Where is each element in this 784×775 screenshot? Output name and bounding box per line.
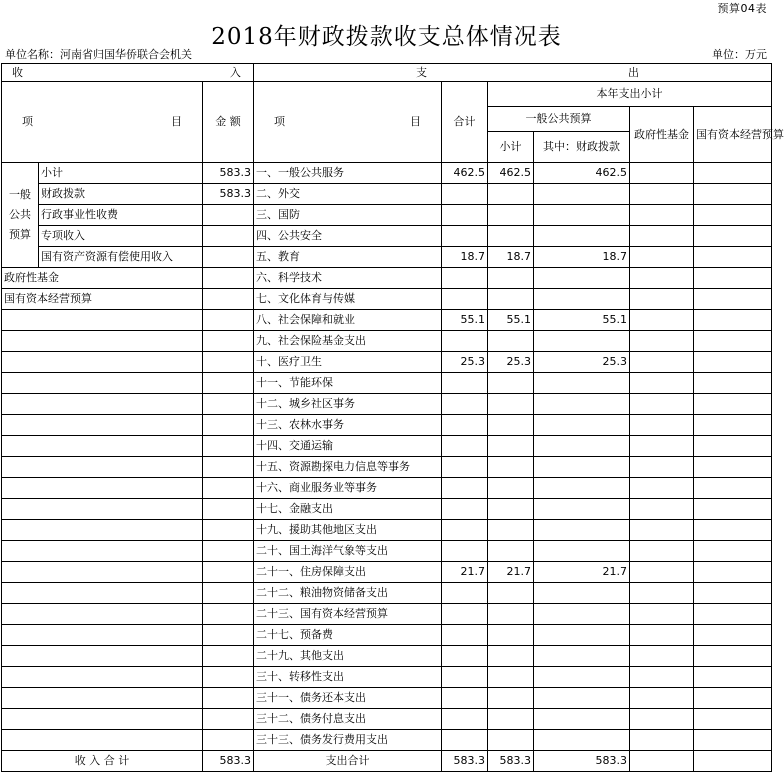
- table-row: [2, 352, 772, 373]
- exp-total: [442, 289, 488, 310]
- exp-fin-alloc: 25.3: [534, 352, 630, 373]
- empty-cell: [2, 688, 203, 709]
- empty-cell: [203, 688, 254, 709]
- exp-subtotal: [488, 520, 534, 541]
- exp-item: 二十一、住房保障支出: [254, 562, 442, 583]
- exp-fin-alloc: [534, 457, 630, 478]
- exp-item: 七、文化体育与传媒: [254, 289, 442, 310]
- exp-gov-fund: [630, 520, 694, 541]
- exp-subtotal: [488, 331, 534, 352]
- total-header: 合计: [442, 82, 488, 163]
- empty-cell: [203, 562, 254, 583]
- exp-gov-fund: [630, 226, 694, 247]
- exp-total-label: 支出合计: [254, 751, 442, 772]
- exp-total: 21.7: [442, 562, 488, 583]
- exp-state-capital: [694, 394, 772, 415]
- empty-cell: [203, 583, 254, 604]
- empty-cell: [203, 709, 254, 730]
- exp-item: 三十、转移性支出: [254, 667, 442, 688]
- exp-subtotal: [488, 625, 534, 646]
- empty-cell: [203, 415, 254, 436]
- exp-state-capital: [694, 163, 772, 184]
- income-item: 财政拨款: [39, 184, 203, 205]
- exp-fin-alloc: [534, 730, 630, 751]
- exp-fin-alloc: [534, 541, 630, 562]
- exp-fin-alloc: [534, 625, 630, 646]
- exp-subtotal: [488, 373, 534, 394]
- exp-gov-fund: [630, 268, 694, 289]
- table-row: [2, 478, 772, 499]
- exp-fin-alloc: [534, 205, 630, 226]
- exp-subtotal: [488, 709, 534, 730]
- exp-gov-fund: [630, 457, 694, 478]
- exp-total: [442, 436, 488, 457]
- income-item: 国有资本经营预算: [2, 289, 203, 310]
- exp-fin-alloc: 55.1: [534, 310, 630, 331]
- income-header: 收 入: [2, 64, 254, 82]
- exp-total: 25.3: [442, 352, 488, 373]
- exp-subtotal: 18.7: [488, 247, 534, 268]
- exp-subtotal: [488, 583, 534, 604]
- exp-total: [442, 184, 488, 205]
- exp-state-capital: [694, 520, 772, 541]
- header-row-2: [2, 82, 772, 107]
- exp-state-capital: [694, 646, 772, 667]
- empty-cell: [203, 478, 254, 499]
- exp-gov-fund: [630, 478, 694, 499]
- exp-item: 十二、城乡社区事务: [254, 394, 442, 415]
- empty-cell: [2, 562, 203, 583]
- table-row: [2, 730, 772, 751]
- gov-fund-header: 政府性基金: [630, 107, 694, 163]
- income-group-label: 一般公共预算: [2, 163, 39, 268]
- exp-subtotal: [488, 457, 534, 478]
- income-amount: [203, 205, 254, 226]
- exp-total: [442, 205, 488, 226]
- empty-cell: [203, 457, 254, 478]
- exp-state-capital: [694, 268, 772, 289]
- exp-total: [442, 415, 488, 436]
- exp-fin-alloc: [534, 520, 630, 541]
- exp-total: [442, 226, 488, 247]
- exp-item: 三十三、债务发行费用支出: [254, 730, 442, 751]
- exp-grand-total: 583.3: [442, 751, 488, 772]
- exp-subtotal: 21.7: [488, 562, 534, 583]
- empty-cell: [2, 436, 203, 457]
- exp-state-capital: [694, 436, 772, 457]
- general-budget-header: 一般公共预算: [488, 107, 630, 132]
- exp-state-capital: [694, 352, 772, 373]
- income-item: 专项收入: [39, 226, 203, 247]
- exp-item: 十三、农林水事务: [254, 415, 442, 436]
- exp-gov-fund: [630, 373, 694, 394]
- exp-item: 十一、节能环保: [254, 373, 442, 394]
- table-row: [2, 415, 772, 436]
- empty-cell: [203, 436, 254, 457]
- empty-cell: [2, 457, 203, 478]
- exp-state-capital: [694, 373, 772, 394]
- exp-grand-fin: 583.3: [534, 751, 630, 772]
- income-item: 政府性基金: [2, 268, 203, 289]
- exp-item: 三十一、债务还本支出: [254, 688, 442, 709]
- exp-gov-fund: [630, 205, 694, 226]
- exp-state-capital: [694, 415, 772, 436]
- exp-state-capital: [694, 688, 772, 709]
- exp-gov-fund: [630, 436, 694, 457]
- amount-header: 金 额: [203, 82, 254, 163]
- income-amount: [203, 226, 254, 247]
- empty-cell: [203, 625, 254, 646]
- table-row: [2, 499, 772, 520]
- exp-total: [442, 457, 488, 478]
- exp-state-capital: [694, 541, 772, 562]
- exp-subtotal: [488, 268, 534, 289]
- exp-state-capital: [694, 289, 772, 310]
- exp-state-capital: [694, 625, 772, 646]
- exp-item: 九、社会保险基金支出: [254, 331, 442, 352]
- exp-fin-alloc: [534, 331, 630, 352]
- exp-gov-fund: [630, 499, 694, 520]
- exp-total: [442, 478, 488, 499]
- income-amount: 583.3: [203, 163, 254, 184]
- empty-cell: [694, 751, 772, 772]
- exp-item: 二十二、粮油物资储备支出: [254, 583, 442, 604]
- exp-state-capital: [694, 247, 772, 268]
- empty-cell: [203, 541, 254, 562]
- subtotal-header: 小计: [488, 132, 534, 163]
- exp-fin-alloc: [534, 226, 630, 247]
- of-which-header: 其中：财政拨款: [534, 132, 630, 163]
- meta-row: [5, 46, 767, 63]
- table-row: [2, 394, 772, 415]
- table-row: [2, 583, 772, 604]
- exp-fin-alloc: 462.5: [534, 163, 630, 184]
- exp-total: 462.5: [442, 163, 488, 184]
- exp-fin-alloc: [534, 583, 630, 604]
- empty-cell: [203, 352, 254, 373]
- empty-cell: [2, 583, 203, 604]
- table-row: [2, 226, 772, 247]
- exp-gov-fund: [630, 688, 694, 709]
- exp-item: 十九、援助其他地区支出: [254, 520, 442, 541]
- exp-item: 二十七、预备费: [254, 625, 442, 646]
- exp-total: [442, 499, 488, 520]
- exp-subtotal: [488, 667, 534, 688]
- exp-subtotal: [488, 184, 534, 205]
- income-item: 行政事业性收费: [39, 205, 203, 226]
- empty-cell: [2, 709, 203, 730]
- exp-fin-alloc: [534, 436, 630, 457]
- table-row: [2, 184, 772, 205]
- empty-cell: [203, 667, 254, 688]
- empty-cell: [2, 646, 203, 667]
- empty-cell: [203, 520, 254, 541]
- income-amount: 583.3: [203, 184, 254, 205]
- exp-item: 二十九、其他支出: [254, 646, 442, 667]
- empty-cell: [203, 730, 254, 751]
- exp-state-capital: [694, 310, 772, 331]
- table-row: [2, 604, 772, 625]
- exp-item-header: 项 目: [254, 82, 442, 163]
- exp-subtotal: [488, 604, 534, 625]
- empty-cell: [2, 499, 203, 520]
- exp-item: 三、国防: [254, 205, 442, 226]
- empty-cell: [2, 604, 203, 625]
- table-row: [2, 268, 772, 289]
- income-item: 国有资产资源有偿使用收入: [39, 247, 203, 268]
- exp-item: 十七、金融支出: [254, 499, 442, 520]
- exp-fin-alloc: 21.7: [534, 562, 630, 583]
- exp-item: 四、公共安全: [254, 226, 442, 247]
- exp-total: [442, 709, 488, 730]
- empty-cell: [630, 751, 694, 772]
- exp-fin-alloc: 18.7: [534, 247, 630, 268]
- empty-cell: [203, 604, 254, 625]
- exp-total: [442, 646, 488, 667]
- table-row: [2, 247, 772, 268]
- exp-subtotal: [488, 394, 534, 415]
- exp-state-capital: [694, 226, 772, 247]
- income-item: 小计: [39, 163, 203, 184]
- exp-state-capital: [694, 709, 772, 730]
- empty-cell: [2, 730, 203, 751]
- exp-fin-alloc: [534, 268, 630, 289]
- empty-cell: [2, 373, 203, 394]
- exp-gov-fund: [630, 604, 694, 625]
- exp-state-capital: [694, 205, 772, 226]
- table-row: [2, 205, 772, 226]
- exp-gov-fund: [630, 646, 694, 667]
- exp-gov-fund: [630, 709, 694, 730]
- empty-cell: [2, 394, 203, 415]
- exp-fin-alloc: [534, 289, 630, 310]
- exp-total: [442, 520, 488, 541]
- exp-subtotal: [488, 730, 534, 751]
- exp-gov-fund: [630, 583, 694, 604]
- table-row: [2, 373, 772, 394]
- empty-cell: [203, 646, 254, 667]
- empty-cell: [203, 310, 254, 331]
- table-row: [2, 562, 772, 583]
- table-row: [2, 457, 772, 478]
- exp-state-capital: [694, 667, 772, 688]
- exp-state-capital: [694, 499, 772, 520]
- exp-item: 十五、资源勘探电力信息等事务: [254, 457, 442, 478]
- exp-fin-alloc: [534, 373, 630, 394]
- empty-cell: [2, 352, 203, 373]
- exp-subtotal: [488, 478, 534, 499]
- exp-fin-alloc: [534, 646, 630, 667]
- exp-fin-alloc: [534, 415, 630, 436]
- income-item-header: 项 目: [2, 82, 203, 163]
- exp-gov-fund: [630, 310, 694, 331]
- unit-label: 单位：万元: [712, 48, 767, 61]
- table-row: [2, 709, 772, 730]
- exp-total: [442, 604, 488, 625]
- exp-gov-fund: [630, 415, 694, 436]
- exp-gov-fund: [630, 331, 694, 352]
- exp-item: 二十、国土海洋气象等支出: [254, 541, 442, 562]
- income-amount: [203, 268, 254, 289]
- table-row: [2, 646, 772, 667]
- year-subtotal-header: 本年支出小计: [488, 82, 772, 107]
- income-amount: [203, 289, 254, 310]
- budget-table: [1, 63, 784, 772]
- exp-gov-fund: [630, 625, 694, 646]
- table-row: [2, 310, 772, 331]
- table-row: [2, 625, 772, 646]
- exp-total: [442, 583, 488, 604]
- exp-state-capital: [694, 583, 772, 604]
- table-row: [2, 436, 772, 457]
- exp-gov-fund: [630, 247, 694, 268]
- exp-state-capital: [694, 331, 772, 352]
- empty-cell: [203, 394, 254, 415]
- exp-fin-alloc: [534, 604, 630, 625]
- exp-subtotal: [488, 499, 534, 520]
- exp-subtotal: 462.5: [488, 163, 534, 184]
- exp-gov-fund: [630, 289, 694, 310]
- exp-gov-fund: [630, 394, 694, 415]
- table-row: [2, 331, 772, 352]
- exp-fin-alloc: [534, 478, 630, 499]
- exp-item: 二、外交: [254, 184, 442, 205]
- exp-subtotal: [488, 436, 534, 457]
- income-amount: [203, 247, 254, 268]
- form-id: 预算04表: [717, 2, 767, 15]
- table-row: [2, 541, 772, 562]
- empty-cell: [203, 373, 254, 394]
- exp-fin-alloc: [534, 688, 630, 709]
- empty-cell: [2, 625, 203, 646]
- exp-total: [442, 730, 488, 751]
- exp-state-capital: [694, 730, 772, 751]
- exp-item: 二十三、国有资本经营预算: [254, 604, 442, 625]
- exp-subtotal: [488, 289, 534, 310]
- exp-total: 18.7: [442, 247, 488, 268]
- exp-subtotal: 55.1: [488, 310, 534, 331]
- exp-gov-fund: [630, 730, 694, 751]
- exp-gov-fund: [630, 352, 694, 373]
- exp-total: [442, 688, 488, 709]
- exp-state-capital: [694, 184, 772, 205]
- exp-total: [442, 541, 488, 562]
- exp-fin-alloc: [534, 709, 630, 730]
- exp-gov-fund: [630, 163, 694, 184]
- exp-subtotal: [488, 226, 534, 247]
- exp-subtotal: [488, 688, 534, 709]
- exp-gov-fund: [630, 667, 694, 688]
- exp-fin-alloc: [534, 394, 630, 415]
- exp-item: 八、社会保障和就业: [254, 310, 442, 331]
- empty-cell: [2, 541, 203, 562]
- empty-cell: [2, 331, 203, 352]
- income-total-amount: 583.3: [203, 751, 254, 772]
- table-row: [2, 688, 772, 709]
- exp-subtotal: [488, 415, 534, 436]
- exp-fin-alloc: [534, 184, 630, 205]
- table-row: [2, 667, 772, 688]
- empty-cell: [2, 478, 203, 499]
- page-title: 2018年财政拨款收支总体情况表: [211, 24, 562, 50]
- exp-total: [442, 625, 488, 646]
- exp-gov-fund: [630, 184, 694, 205]
- exp-fin-alloc: [534, 667, 630, 688]
- table-row: [2, 520, 772, 541]
- empty-cell: [2, 415, 203, 436]
- exp-state-capital: [694, 562, 772, 583]
- exp-grand-subtotal: 583.3: [488, 751, 534, 772]
- empty-cell: [203, 499, 254, 520]
- exp-subtotal: [488, 646, 534, 667]
- exp-total: [442, 268, 488, 289]
- table-row: [2, 289, 772, 310]
- exp-subtotal: [488, 541, 534, 562]
- exp-item: 三十二、债务付息支出: [254, 709, 442, 730]
- table-row: [2, 163, 772, 184]
- exp-state-capital: [694, 457, 772, 478]
- exp-gov-fund: [630, 562, 694, 583]
- state-capital-header: 国有资本经营预算: [694, 107, 772, 163]
- exp-item: 十四、交通运输: [254, 436, 442, 457]
- income-total-label: 收 入 合 计: [2, 751, 203, 772]
- empty-cell: [2, 667, 203, 688]
- exp-item: 五、教育: [254, 247, 442, 268]
- empty-cell: [2, 310, 203, 331]
- exp-item: 十、医疗卫生: [254, 352, 442, 373]
- exp-total: [442, 667, 488, 688]
- exp-item: 六、科学技术: [254, 268, 442, 289]
- exp-item: 一、一般公共服务: [254, 163, 442, 184]
- exp-total: [442, 394, 488, 415]
- exp-fin-alloc: [534, 499, 630, 520]
- empty-cell: [203, 331, 254, 352]
- exp-gov-fund: [630, 541, 694, 562]
- org-label: 单位名称：河南省归国华侨联合会机关: [5, 48, 192, 61]
- exp-item: 十六、商业服务业等事务: [254, 478, 442, 499]
- empty-cell: [2, 520, 203, 541]
- exp-total: [442, 373, 488, 394]
- exp-state-capital: [694, 604, 772, 625]
- exp-subtotal: [488, 205, 534, 226]
- exp-total: 55.1: [442, 310, 488, 331]
- exp-subtotal: 25.3: [488, 352, 534, 373]
- exp-state-capital: [694, 478, 772, 499]
- exp-total: [442, 331, 488, 352]
- expenditure-header: 支 出: [254, 64, 772, 82]
- header-row-1: [2, 64, 772, 82]
- totals-row: [2, 751, 772, 772]
